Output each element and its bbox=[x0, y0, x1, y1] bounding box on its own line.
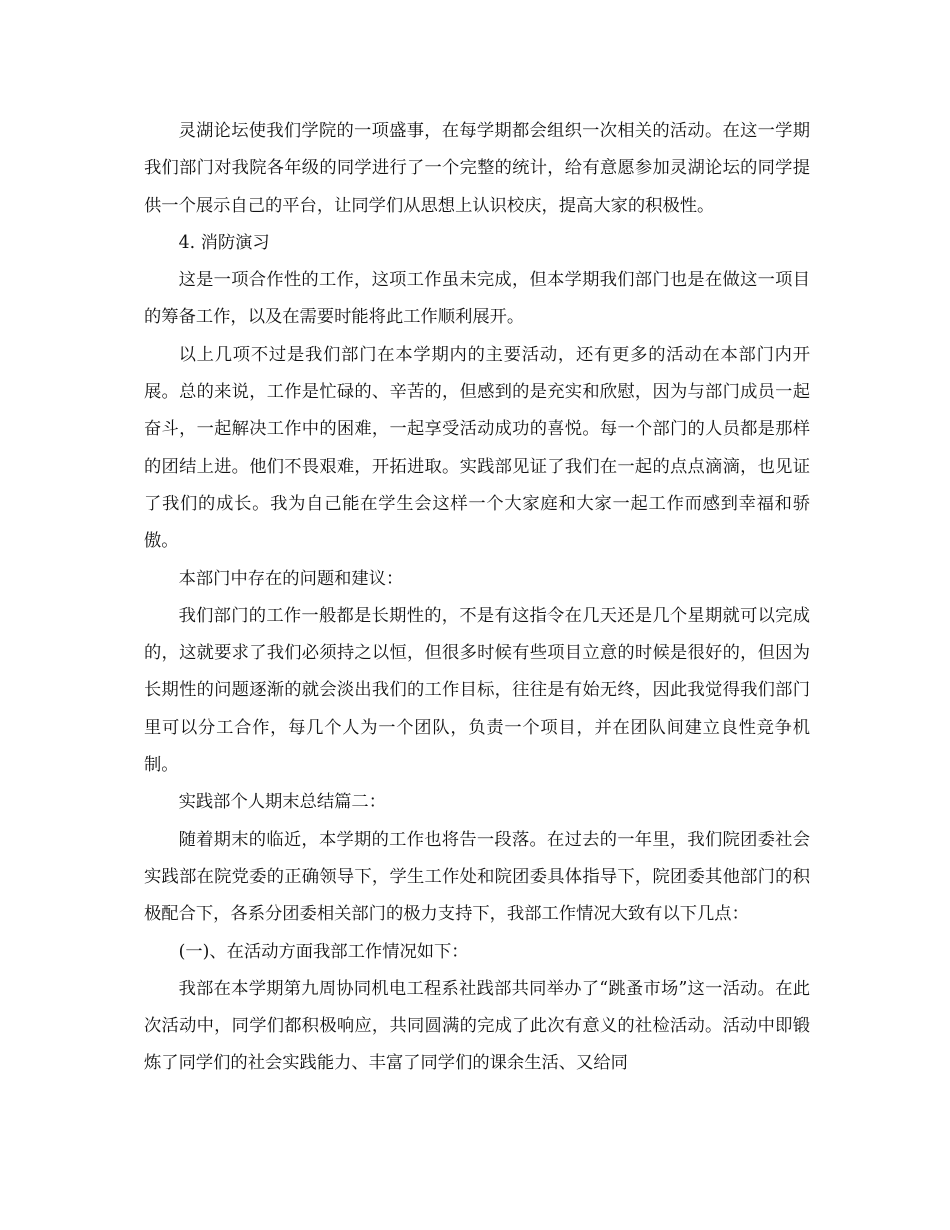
document-body bbox=[144, 113, 810, 1083]
paragraph-summary: 以上几项不过是我们部门在本学期内的主要活动，还有更多的活动在本部门内开展。总的来说，工作是忙碌的、辛苦的，但感到的是充实和欣慰，因为与部门成员一起奋斗，一起解决工作中的困难，一起享受活动成功的喜悦。每一个部门的人员都是那样的团结上进。他们不畏艰难，开拓进取。实践部见证了我们在一起的点点滴滴，也见证了我们的成长。我为自己能在学生会这样一个大家庭和大家一起工作而感到幸福和骄傲。 bbox=[144, 344, 810, 552]
paragraph-fire-drill: 这是一项合作性的工作，这项工作虽未完成，但本学期我们部门也是在做这一项目的筹备工作，以及在需要时能将此工作顺利展开。 bbox=[144, 270, 810, 328]
heading-problems: 本部门中存在的问题和建议： bbox=[178, 568, 404, 589]
paragraph-intro-part-two: 随着期末的临近，本学期的工作也将告一段落。在过去的一年里，我们院团委社会实践部在院党委的正确领导下，学生工作处和院团委具体指导下，院团委其他部门的积极配合下，各系分团委相关部门的极力支持下，我部工作情况大致有以下几点： bbox=[144, 829, 810, 925]
heading-part-two: 实践部个人期末总结篇二： bbox=[178, 792, 386, 813]
heading-activities: (一)、在活动方面我部工作情况如下： bbox=[178, 941, 469, 962]
paragraph-linghu-forum: 灵湖论坛使我们学院的一项盛事，在每学期都会组织一次相关的活动。在这一学期我们部门对我院各年级的同学进行了一个完整的统计，给有意愿参加灵湖论坛的同学提供一个展示自己的平台，让同学们从思想上认识校庆，提高大家的积极性。 bbox=[144, 121, 810, 216]
paragraph-flea-market: 我部在本学期第九周协同机电工程系社践部共同举办了“跳蚤市场”这一活动。在此次活动中，同学们都积极响应，共同圆满的完成了此次有意义的社检活动。活动中即锻炼了同学们的社会实践能力、丰富了同学们的课余生活、又给同 bbox=[144, 978, 810, 1074]
paragraph-problems: 我们部门的工作一般都是长期性的，不是有这指令在几天还是几个星期就可以完成的，这就要求了我们必须持之以恒，但很多时候有些项目立意的时候是很好的，但因为长期性的问题逐渐的就会淡出我们的工作目标，往往是有始无终，因此我觉得我们部门里可以分工合作，每几个人为一个团队，负责一个项目，并在团队间建立良性竞争机制。 bbox=[144, 605, 810, 776]
heading-fire-drill: 4. 消防演习 bbox=[178, 232, 270, 253]
